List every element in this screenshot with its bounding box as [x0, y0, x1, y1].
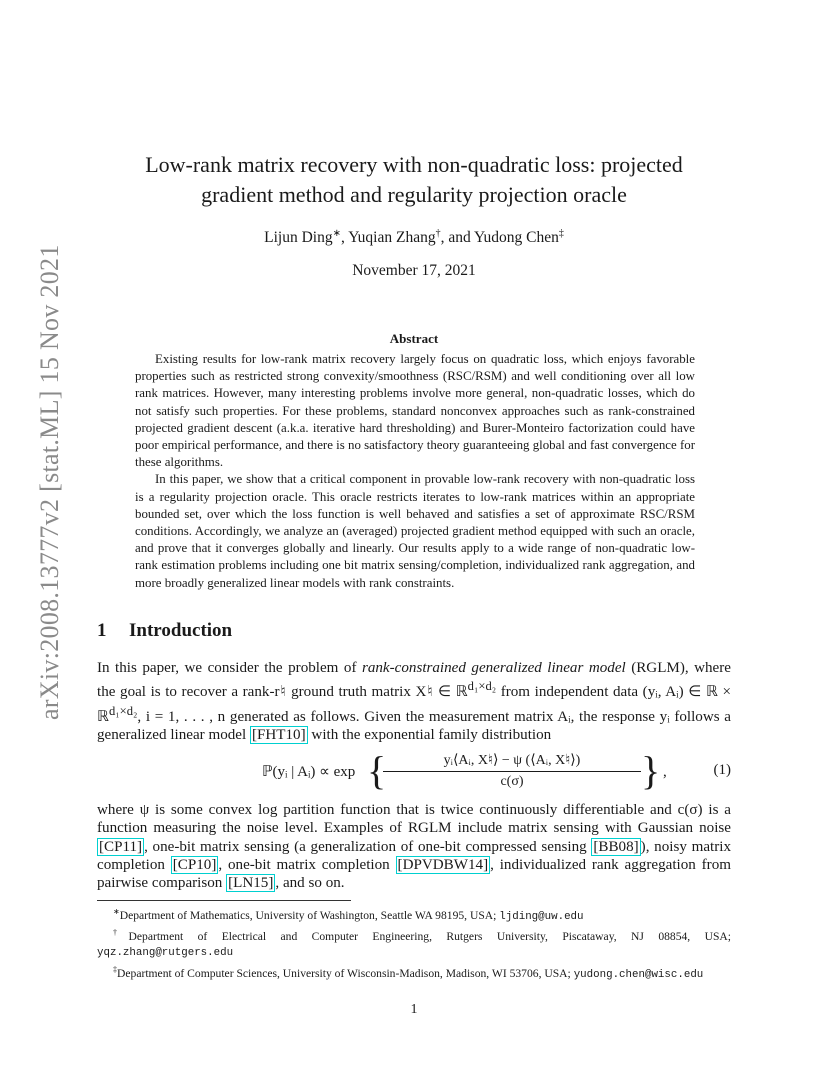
dimension-superscript: d₁×d₂: [467, 679, 497, 694]
intro-paragraph: [97, 801, 731, 892]
footnote-text: Department of Electrical and Computer Engineering, Rutgers University, Piscataway, NJ 08854, USA;: [128, 930, 732, 944]
text-run: , and so on.: [275, 875, 345, 892]
citation-link[interactable]: [CP11]: [99, 838, 143, 855]
author-footnote-mark[interactable]: †: [435, 228, 441, 239]
email-link[interactable]: yqz.zhang@rutgers.edu: [97, 947, 234, 960]
left-brace: {: [367, 748, 387, 793]
abstract-paragraph: In this paper, we show that a critical component in provable low-rank recovery with non-quadratic loss is a regularity projection oracle. This oracle restricts iterates to low-rank matrices within an appropriate bounded set, over which the loss function is well behaved and satisfies a set of approximate RSC/RSM conditions. Accordingly, we analyze an (averaged) projected gradient method equipped with such an oracle, and prove that it converges globally and linearly. Our results apply to a wide range of non-quadratic low-rank estimation problems including one bit matrix sensing/completion, individualized rank aggregation, and more broadly generalized linear models with rank constraints.: [135, 472, 695, 590]
text-run: , one-bit matrix completion: [218, 856, 396, 873]
author-footnote-mark[interactable]: ∗: [332, 228, 341, 239]
author-footnote-mark[interactable]: ‡: [558, 228, 564, 239]
author-separator: , and: [440, 229, 475, 247]
emphasized-term: rank-constrained generalized linear model: [361, 660, 626, 676]
text-run: with the exponential family distribution: [307, 726, 552, 743]
equation-comma: ,: [663, 764, 667, 780]
dimension-superscript: d₁×d₂: [108, 703, 138, 718]
author-separator: ,: [341, 229, 349, 247]
section-heading: [97, 620, 232, 642]
citation-link[interactable]: [LN15]: [228, 875, 274, 892]
author-list: [100, 228, 728, 247]
abstract-paragraph: Existing results for low-rank matrix recovery largely focus on quadratic loss, which enjoys favorable properties such as restricted strong convexity/smoothness (RSC/RSM) and well conditioning over all low rank matrices. However, many interesting problems involve more general, non-quadratic losses, which do not satisfy such properties. For these problems, standard nonconvex approaches such as rank-constrained projected gradient descent (a.k.a. iterative hard thresholding) and Burer-Monteiro factorization could have poor empirical performance, and there is no satisfactory theory guaranteeing global and fast convergence for these algorithms.: [135, 352, 695, 470]
right-brace: }: [641, 748, 661, 793]
arxiv-identifier-stamp: arXiv:2008.13777v2 [stat.ML] 15 Nov 2021: [35, 244, 64, 720]
abstract-body: [135, 351, 695, 592]
equation-denominator: c(σ): [500, 774, 524, 789]
footnote: [97, 962, 731, 983]
footnote: [97, 925, 731, 961]
text-run: , one-bit matrix sensing (a generalization of one-bit compressed sensing: [144, 838, 592, 855]
equation-numerator: yᵢ⟨Aᵢ, X♮⟩ − ψ (⟨Aᵢ, X♮⟩): [383, 752, 641, 772]
footnote-mark: ‡: [113, 964, 117, 974]
equation-label: (1): [713, 762, 731, 778]
footnote-mark: ∗: [113, 907, 120, 916]
paper-title: Low-rank matrix recovery with non-quadratic loss: projected gradient method and regularity projection oracle: [145, 152, 683, 207]
citation-link[interactable]: [FHT10]: [251, 726, 306, 743]
text-run: where ψ is some convex log partition function that is twice continuously differentiable and c(σ) is a function measuring the noise level. Examples of RGLM include matrix sensing with Gaussian noise: [97, 802, 731, 837]
footnote: [97, 904, 731, 925]
publication-date: November 17, 2021: [352, 262, 476, 279]
equation-fraction: [383, 752, 641, 790]
abstract-heading: Abstract: [389, 331, 439, 346]
text-run: ), noisy matrix completion: [97, 838, 731, 873]
equation-1: [97, 748, 731, 798]
text-run: from independent data (yᵢ, Aᵢ) ∈ ℝ × ℝ: [97, 684, 731, 725]
email-link[interactable]: yudong.chen@wisc.edu: [573, 968, 704, 981]
footnotes: [97, 904, 731, 983]
footnote-divider: [97, 900, 351, 901]
author-name: Lijun Ding: [264, 229, 333, 247]
text-run: In this paper, we consider the problem of: [97, 660, 362, 676]
footnote-mark: †: [113, 928, 129, 938]
text-run: , individualized rank aggregation from pairwise comparison: [97, 856, 731, 892]
citation-link[interactable]: [CP10]: [172, 856, 217, 873]
intro-paragraph: [97, 659, 731, 744]
citation-link[interactable]: [BB08]: [593, 838, 639, 855]
footnote-text: Department of Computer Sciences, University of Wisconsin-Madison, Madison, WI 53706, USA;: [117, 966, 574, 980]
author-name: Yuqian Zhang: [348, 229, 436, 247]
author-name: Yudong Chen: [474, 229, 559, 247]
text-run: (RGLM), where the goal is to recover a rank-r♮ ground truth matrix X♮ ∈ ℝ: [97, 660, 731, 701]
section-number: 1: [97, 620, 107, 641]
citation-link[interactable]: [DPVDBW14]: [397, 856, 489, 873]
email-link[interactable]: ljding@uw.edu: [499, 910, 584, 923]
equation-lhs: ℙ(yᵢ | Aᵢ) ∝ exp: [262, 764, 356, 780]
page-number: 1: [410, 1002, 418, 1017]
text-run: , i = 1, . . . , n generated as follows. Given the measurement matrix Aᵢ, the response yᵢ follows a generalized linear model: [97, 708, 731, 743]
section-title: Introduction: [129, 620, 233, 641]
footnote-text: Department of Mathematics, University of Washington, Seattle WA 98195, USA;: [119, 908, 500, 922]
